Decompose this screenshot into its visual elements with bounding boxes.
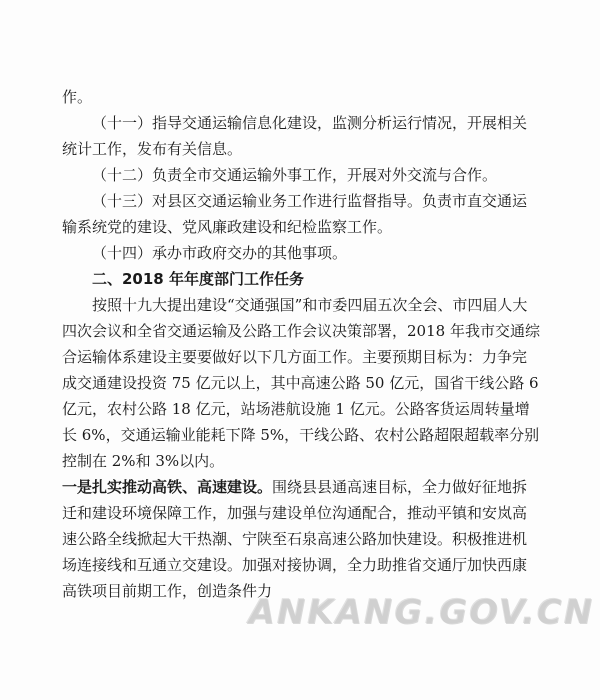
task-one-body: 围绕县县通高速目标，全力做好征地拆迁和建设环境保障工作，加强与建设单位沟通配合，推动平镇和安岚高速公路全线掀起大干热潮、宁陕至石泉高速公路加快建设。积极推进机场连接线和互通立交建设。加强对接协调，全力助推省交通厅加快西康高铁项目前期工作，创造条件力 bbox=[62, 478, 528, 600]
document-body bbox=[62, 84, 540, 604]
item-twelve: （十二）负责全市交通运输外事工作，开展对外交流与合作。 bbox=[92, 166, 498, 184]
item-fourteen: （十四）承办市政府交办的其他事项。 bbox=[92, 244, 348, 262]
task-one-lead: 一是扎实推动高铁、高速建设。 bbox=[62, 478, 273, 496]
item-eleven: （十一）指导交通运输信息化建设，监测分析运行情况，开展相关统计工作，发布有关信息。 bbox=[62, 114, 528, 158]
site-watermark: ANKANG.GOV.CN bbox=[248, 592, 594, 632]
paragraph-task-one bbox=[62, 474, 540, 604]
section-heading: 二、2018 年年度部门工作任务 bbox=[92, 270, 304, 288]
paragraph-intro: 按照十九大提出建设“交通强国”和市委四届五次全会、市四届人大四次会议和全省交通运输及公路工作会议决策部署，2018 年我市交通综合运输体系建设主要要做好以下几方面工作。主要预期目标为：力争完成交通建设投资 75 亿元以上，其中高速公路 50 亿元，国省干线公路 6 亿元，农村公路 18 亿元，站场港航设施 1 亿元。公路客货运周转量增长 6%，交通运输业能耗下降 5%，干线公路、农村公路超限超载率分别控制在 2%和 3%以内。 bbox=[62, 296, 540, 470]
item-thirteen: （十三）对县区交通运输业务工作进行监督指导。负责市直交通运输系统党的建设、党风廉政建设和纪检监察工作。 bbox=[62, 192, 528, 236]
text-line-continuation: 作。 bbox=[62, 88, 93, 106]
